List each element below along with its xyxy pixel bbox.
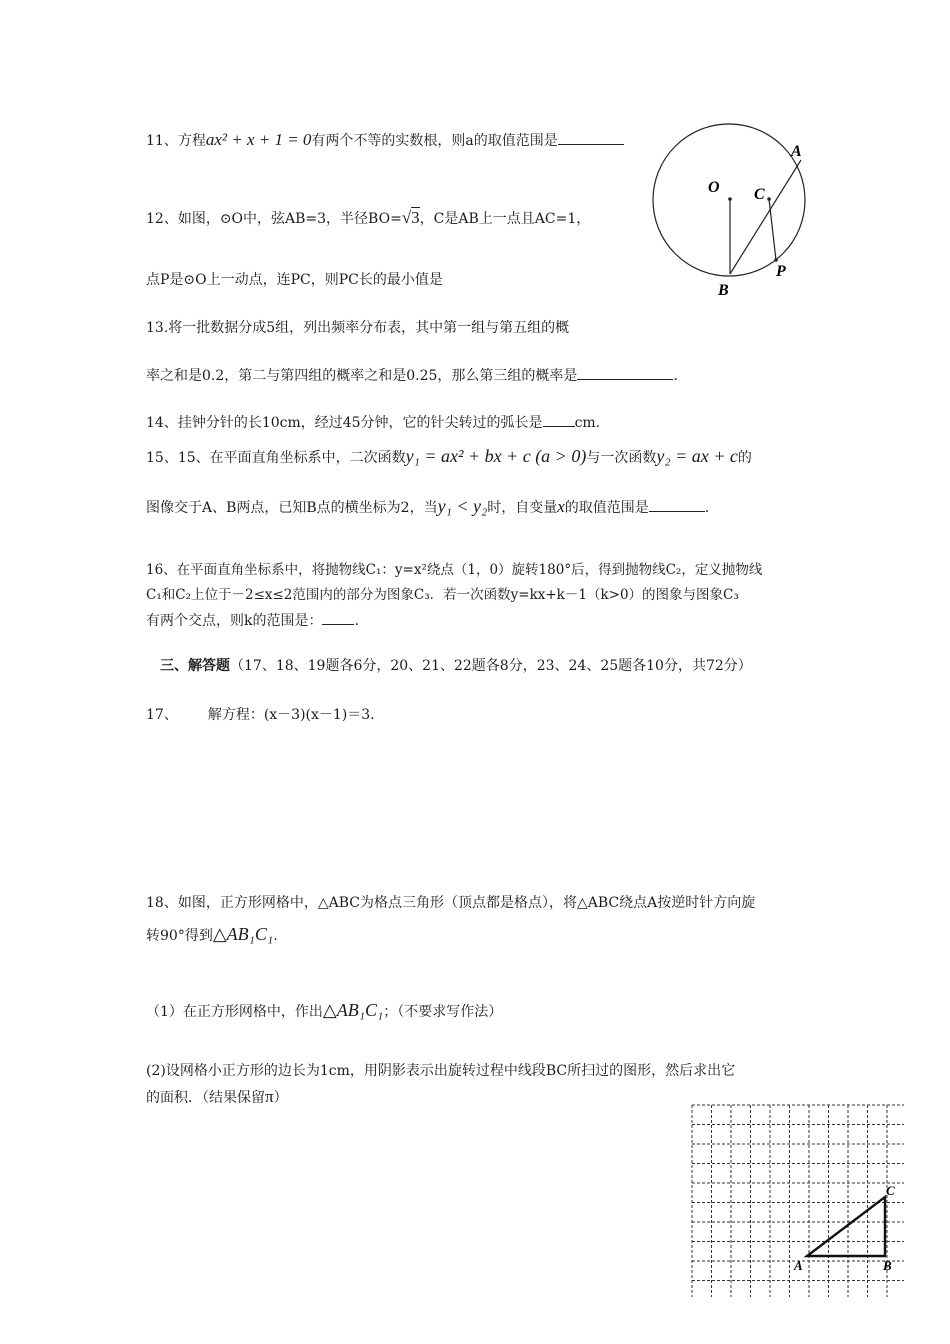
q12-sqrt-value: 3 [411, 208, 420, 227]
q15-quadratic: y₁ = ax² + bx + c (a > 0) [405, 446, 587, 466]
q18-sub1-text-b: ；（不要求写作法） [383, 1004, 503, 1020]
q11-equation: ax² + x + 1 = 0 [205, 130, 312, 149]
q16-answer-blank[interactable] [322, 610, 354, 625]
q14-text-b: cm. [574, 415, 601, 431]
q11-answer-blank[interactable] [558, 130, 624, 145]
pi-symbol: π [265, 1087, 274, 1106]
question-12-line1 [146, 208, 590, 229]
circle-figure [648, 118, 828, 298]
q18-text-1: 18、如图，正方形网格中，△ABC为格点三角形（顶点都是格点），将△ABC绕点A按逆时针方向旋 [146, 895, 756, 911]
question-16-line1 [146, 560, 762, 580]
q15-text-f: 的取值范围是 [564, 500, 649, 516]
q18-text-2a: 转90°得到 [146, 928, 213, 944]
q14-answer-blank[interactable] [543, 412, 575, 427]
q13-answer-blank[interactable] [577, 365, 673, 380]
question-17 [146, 705, 375, 725]
label-c: C [754, 186, 765, 203]
q16-text-3: 有两个交点，则k的范围是： [146, 613, 323, 629]
question-13-line2 [146, 365, 678, 386]
question-16-line2 [146, 585, 739, 605]
grid-label-b: B [883, 1258, 892, 1273]
question-18-sub1 [146, 1000, 502, 1022]
point-c [767, 197, 771, 201]
segment-cp [769, 199, 776, 260]
sqrt-symbol: √ [401, 208, 412, 227]
question-18-line2 [146, 924, 278, 946]
label-b: B [718, 282, 729, 298]
q17-text: 解方程：(x－3)(x－1)＝3. [207, 707, 375, 723]
q15-answer-blank[interactable] [649, 497, 705, 512]
q18-sub2-end: ） [273, 1090, 288, 1106]
q18-sub1-text-a: （1）在正方形网格中，作出 [146, 1004, 323, 1020]
label-o: O [708, 179, 720, 196]
q15-text-a: 15、15、在平面直角坐标系中，二次函数 [146, 450, 406, 466]
grid-label-c: C [886, 1183, 895, 1198]
q12-text-b: ，C是AB上一点且AC=1， [419, 211, 591, 227]
q14-text-a: 14、挂钟分针的长10cm，经过45分钟，它的针尖转过的弧长是 [146, 415, 543, 431]
q16-text-2: C₁和C₂上位于－2≤x≤2范围内的部分为图象C₃．若一次函数y=kx+k－1（k>0）的图象与图象C₃ [146, 587, 739, 603]
grid-label-a: A [794, 1258, 803, 1273]
q18-text-2b: . [273, 928, 278, 944]
question-12-line2 [146, 270, 443, 290]
question-15-line1 [146, 446, 752, 468]
q15-linear: y₂ = ax + c [656, 446, 738, 466]
q15-text-b: 与一次函数 [586, 450, 657, 466]
q18-sub2-text-2: 的面积．（结果保留 [146, 1090, 265, 1106]
q15-end: . [704, 500, 710, 516]
point-p [774, 258, 778, 262]
q11-number: 11、方程 [146, 133, 206, 149]
q12-text-2: 点P是⊙O上一动点，连PC，则PC长的最小值是 [146, 272, 443, 288]
question-18-sub2-line2 [146, 1087, 288, 1108]
question-16-line3 [146, 610, 359, 631]
label-a: A [791, 143, 802, 160]
q15-variable: x [557, 497, 565, 516]
chord-ab [730, 160, 801, 274]
q15-inequality: y₁ < y₂ [437, 496, 488, 516]
q12-text-a: 12、如图，⊙O中，弦AB=3，半径BO= [146, 211, 402, 227]
q16-end: . [354, 613, 359, 629]
q15-text-c: 的 [737, 450, 752, 466]
question-13-line1 [146, 318, 569, 338]
question-11 [146, 130, 624, 151]
section-3-title: 三、解答题 [160, 658, 230, 674]
grid-figure [690, 1103, 904, 1297]
q15-text-d: 图像交于A、B两点，已知B点的横坐标为2，当 [146, 500, 438, 516]
section-3-desc: （17、18、19题各6分，20、21、22题各8分，23、24、25题各10分，共72分） [230, 658, 752, 674]
q18-triangle: △AB₁C₁ [212, 924, 274, 944]
q18-sub2-text-1: (2)设网格小正方形的边长为1cm，用阴影表示出旋转过程中线段BC所扫过的图形，然后求出它 [146, 1063, 736, 1079]
q15-text-e: 时，自变量 [487, 500, 558, 516]
question-18-line1 [146, 893, 755, 913]
q11-text: 有两个不等的实数根，则a的取值范围是 [311, 133, 558, 149]
q16-text-1: 16、在平面直角坐标系中，将抛物线C₁：y=x²绕点（1，0）旋转180°后，得到抛物线C₂，定义抛物线 [146, 562, 763, 578]
q13-text-1: 13.将一批数据分成5组，列出频率分布表，其中第一组与第五组的概 [146, 320, 570, 336]
q17-number: 17、 [146, 707, 178, 723]
question-14 [146, 412, 600, 433]
point-o [728, 197, 732, 201]
question-15-line2 [146, 496, 709, 518]
q13-text-2: 率之和是0.2，第二与第四组的概率之和是0.25，那么第三组的概率是 [146, 368, 578, 384]
section-3-heading [160, 656, 752, 676]
question-18-sub2-line1 [146, 1061, 735, 1081]
label-p: P [776, 263, 786, 280]
q13-end: . [673, 368, 678, 384]
triangle-abc [807, 1197, 885, 1256]
q18-sub1-triangle: △AB₁C₁ [322, 1000, 384, 1020]
